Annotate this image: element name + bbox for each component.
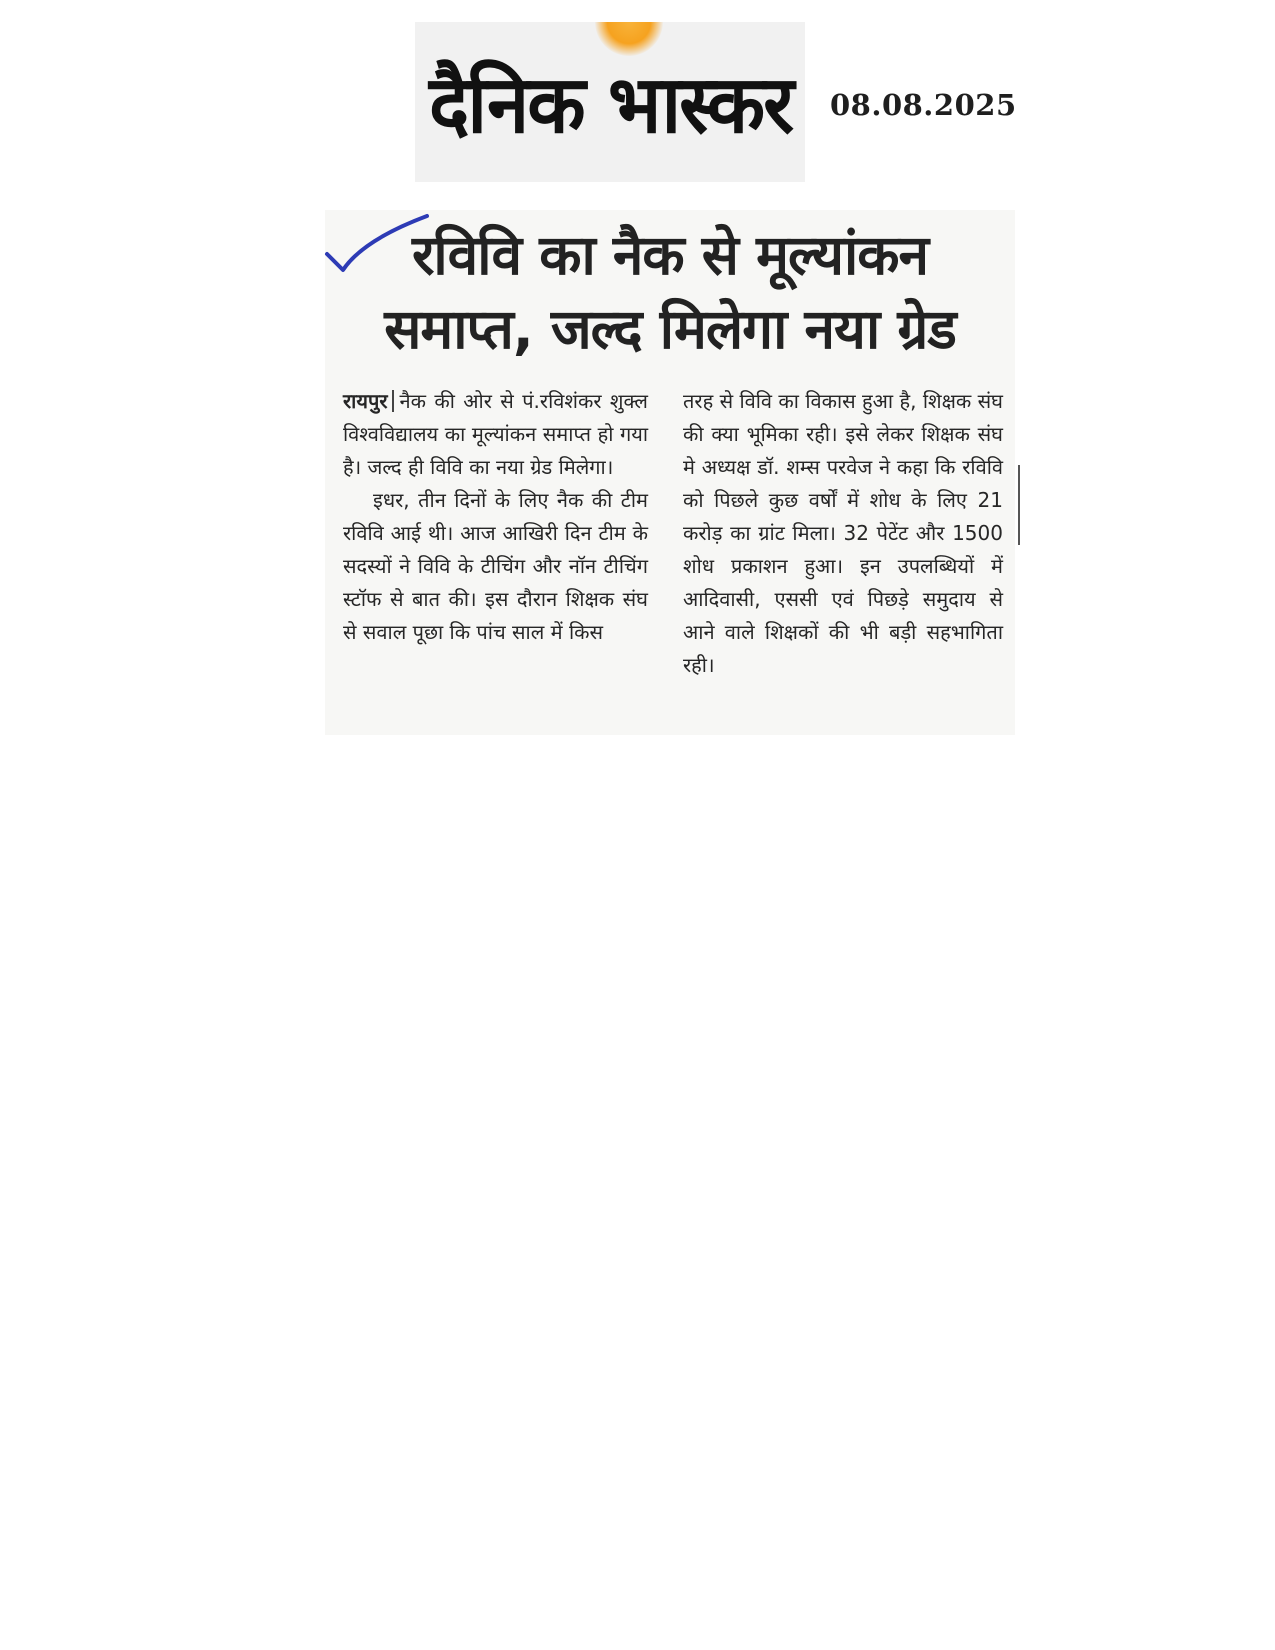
newspaper-name: दैनिक भास्कर xyxy=(429,57,793,151)
article-column-left xyxy=(343,385,648,649)
news-clipping xyxy=(325,210,1015,735)
paragraph-1-text: नैक की ओर से पं.रविशंकर शुक्ल विश्वविद्यालय का मूल्यांकन समाप्त हो गया है। जल्द ही विवि का नया ग्रेड मिलेगा। xyxy=(343,389,648,479)
newspaper-masthead xyxy=(415,22,805,182)
article-column-right xyxy=(683,385,1003,682)
column-rule xyxy=(1018,465,1020,545)
article-paragraph-1 xyxy=(343,385,648,484)
headline-line-1: रविवि का नैक से मूल्यांकन xyxy=(411,223,929,287)
article-headline xyxy=(325,218,1015,366)
article-paragraph-3: तरह से विवि का विकास हुआ है, शिक्षक संघ की क्या भूमिका रही। इसे लेकर शिक्षक संघ मे अध्यक्ष डॉ. शम्स परवेज ने कहा कि रविवि को पिछले कुछ वर्षों में शोध के लिए 21 करोड़ का ग्रांट मिला। 32 पेटेंट और 1500 शोध प्रकाशन हुआ। इन उपलब्धियों में आदिवासी, एससी एवं पिछड़े समुदाय से आने वाले शिक्षकों की भी बड़ी सहभागिता रही। xyxy=(683,389,1003,677)
dateline: रायपुर xyxy=(343,389,388,413)
publication-date: 08.08.2025 xyxy=(830,88,1017,122)
headline-line-2: समाप्त, जल्द मिलेगा नया ग्रेड xyxy=(384,297,956,361)
article-body xyxy=(343,385,1003,725)
sun-logo-icon xyxy=(595,22,663,56)
article-paragraph-2: इधर, तीन दिनों के लिए नैक की टीम रविवि आई थी। आज आखिरी दिन टीम के सदस्यों ने विवि के टीचिंग और नॉन टीचिंग स्टॉफ से बात की। इस दौरान शिक्षक संघ से सवाल पूछा कि पांच साल में किस xyxy=(343,488,648,644)
dateline-separator xyxy=(392,390,394,412)
